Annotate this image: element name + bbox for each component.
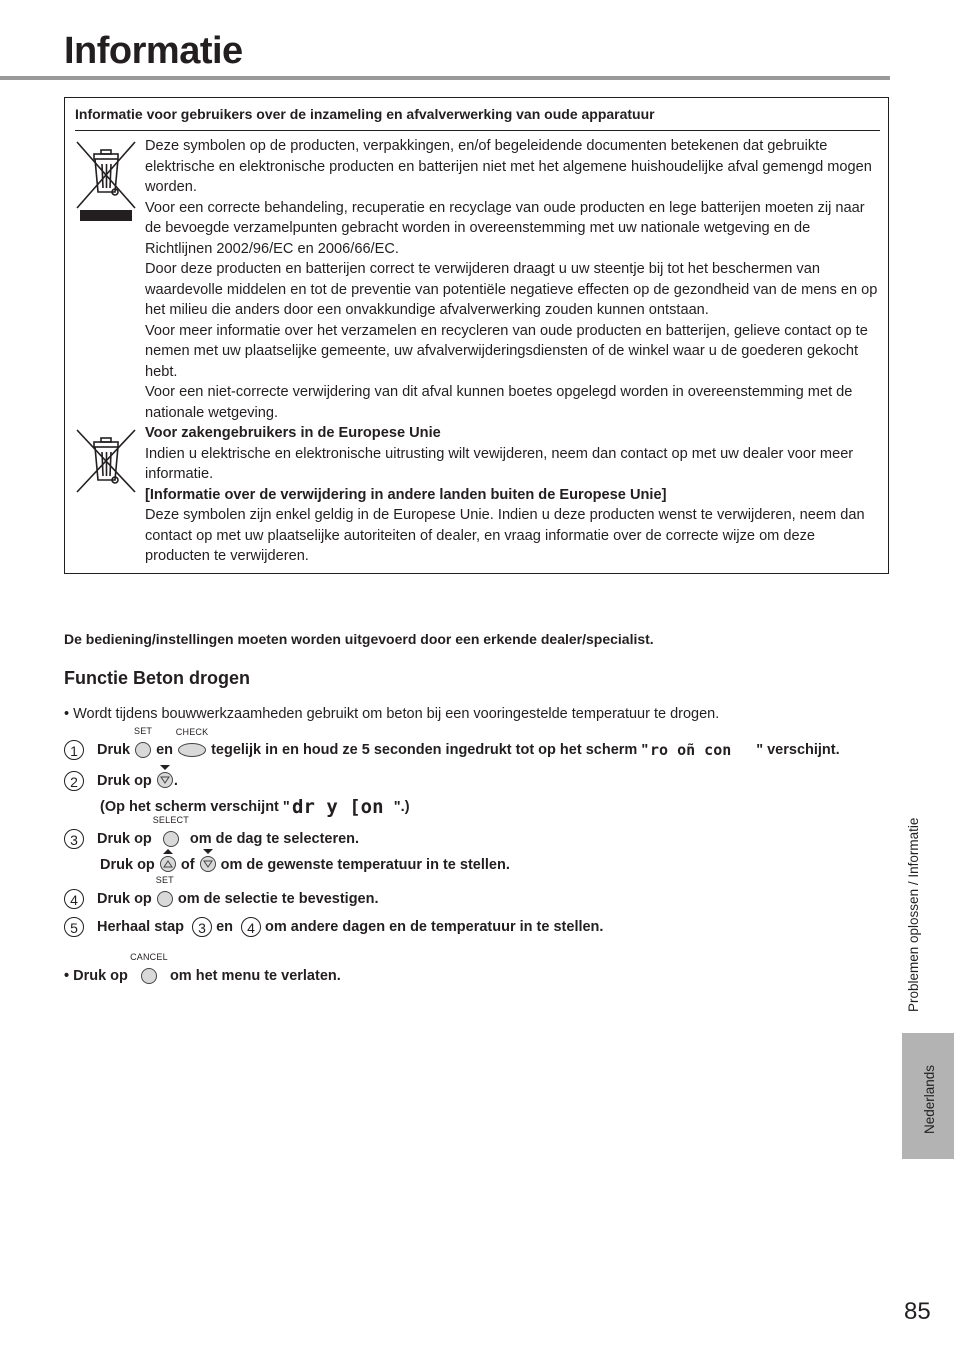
step-reference: 3 [192, 917, 212, 937]
business-text: Indien u elektrische en elektronische uitrusting wilt vewijderen, neem dan contact op met uw dealer voor meer informatie. [145, 445, 854, 482]
step-text: om de selectie te bevestigen. [177, 890, 379, 907]
step-1 [64, 726, 840, 760]
step-reference: 4 [241, 917, 261, 937]
step-text: . [173, 772, 178, 789]
step-text: en [156, 741, 174, 758]
step-text: om de gewenste temperatuur in te stellen. [220, 857, 510, 873]
step-text: Druk op [97, 772, 152, 789]
step-text: (Op het scherm verschijnt " [100, 798, 290, 815]
lcd-display-icon [650, 743, 754, 757]
disposal-info-box [64, 97, 889, 574]
section-heading: Functie Beton drogen [64, 668, 250, 688]
step-text: of [180, 857, 195, 873]
step-text: om de dag te selecteren. [189, 830, 360, 847]
box-paragraph: Deze symbolen op de producten, verpakkingen, en/of begeleidende documenten betekenen dat gebruikte elektrische en elektronische producten en batterijen niet met het algemene huishoudelijke afval gemengd mogen worden. [145, 138, 872, 195]
step-3 [64, 815, 360, 849]
box-heading: Informatie voor gebruikers over de inzameling en afvalverwerking van oude apparatuur [75, 106, 655, 122]
set-button-icon [134, 726, 153, 759]
button-label: SET [155, 875, 174, 885]
weee-bin-icon [75, 140, 137, 222]
button-label: SELECT [152, 815, 189, 825]
step-text: tegelijk in en houd ze 5 seconden ingedrukt tot op het scherm " [211, 741, 649, 758]
step-text: ".) [393, 798, 410, 815]
up-button-icon [159, 857, 177, 873]
weee-bin-icon [75, 428, 137, 494]
step-number: 5 [64, 917, 84, 937]
step-text: " verschijnt. [756, 741, 840, 758]
step-5 [64, 917, 603, 937]
step-number: 3 [64, 829, 84, 849]
step-number: 2 [64, 771, 84, 791]
button-label: CANCEL [130, 952, 168, 962]
exit-instruction [64, 952, 341, 985]
dealer-note: De bediening/instellingen moeten worden uitgevoerd door een erkende dealer/specialist. [64, 631, 654, 647]
box-paragraph: Door deze producten en batterijen correct te verwijderen draagt u uw steentje bij tot het beschermen van waardevolle middelen en tot de preventie van potentiële negatieve effecten op de gezondheid van de mens en op het milieu die anders door een onvakkundige afvalverwerking zouden kunnen ontstaan. [145, 261, 878, 318]
button-label: CHECK [175, 727, 209, 737]
down-button-icon [199, 857, 217, 873]
page-number: 85 [904, 1298, 931, 1325]
step-number: 4 [64, 889, 84, 909]
step-2 [64, 771, 178, 791]
cancel-button-icon [130, 952, 168, 985]
box-paragraph: Voor een correcte behandeling, recuperatie en recyclage van oude producten en lege batterijen moeten zij naar de bevoegde verzamelpunten gebracht worden in overeenstemming met uw nationale wetgeving en de Richtlijnen 2002/96/EC en 2006/66/EC. [145, 199, 865, 257]
step-number: 1 [64, 740, 84, 760]
step-3-temperature [100, 857, 510, 873]
section-side-label: Problemen oplossen / Informatie [906, 817, 921, 1012]
step-text: Druk [97, 741, 131, 758]
step-4 [64, 875, 379, 909]
step-text: Druk op [100, 857, 155, 873]
step-text: om andere dagen en de temperatuur in te stellen. [265, 918, 604, 935]
select-button-icon [152, 815, 189, 848]
step-text: Druk op [97, 890, 152, 907]
title-divider [0, 76, 890, 80]
section-bullet: • Wordt tijdens bouwwerkzaamheden gebruikt om beton bij een vooringestelde temperatuur te drogen. [64, 706, 720, 722]
box-paragraph: Voor een niet-correcte verwijdering van dit afval kunnen boetes opgelegd worden in overeenstemming met de nationale wetgeving. [145, 384, 853, 421]
language-label: Nederlands [922, 1064, 937, 1134]
step-text: • Druk op [64, 967, 128, 984]
svg-text:ro oñ con: ro oñ con [650, 743, 732, 757]
button-label: SET [134, 726, 153, 736]
step-text: en [216, 918, 233, 935]
outside-eu-heading: [Informatie over de verwijdering in andere landen buiten de Europese Unie] [145, 486, 667, 503]
lcd-display-icon [292, 797, 392, 817]
box-divider [75, 130, 880, 131]
box-text-main [145, 136, 880, 567]
page-title: Informatie [64, 30, 243, 72]
outside-eu-text: Deze symbolen zijn enkel geldig in de Europese Unie. Indien u deze producten wenst te verwijderen, neem dan contact op met uw plaatselijke autoriteiten of dealer, en vraag informatie over de correcte wijze om deze producten te verwijderen. [145, 507, 865, 564]
check-button-icon [175, 727, 209, 758]
step-text: Herhaal stap [97, 918, 185, 935]
box-paragraph: Voor meer informatie over het verzamelen en recycleren van oude producten en batterijen, gelieve contact op te nemen met uw plaatselijke gemeente, uw afvalverwijderingsdiensten of de winkel waar u de goederen gekocht hebt. [145, 322, 868, 380]
step-text: om het menu te verlaten. [169, 967, 341, 984]
step-2-result [100, 797, 410, 817]
set-button-icon [155, 875, 174, 908]
svg-text:dr y [on: dr y [on [291, 797, 384, 817]
step-text: Druk op [97, 830, 152, 847]
business-heading: Voor zakengebruikers in de Europese Unie [145, 425, 441, 441]
down-button-icon [156, 773, 174, 789]
